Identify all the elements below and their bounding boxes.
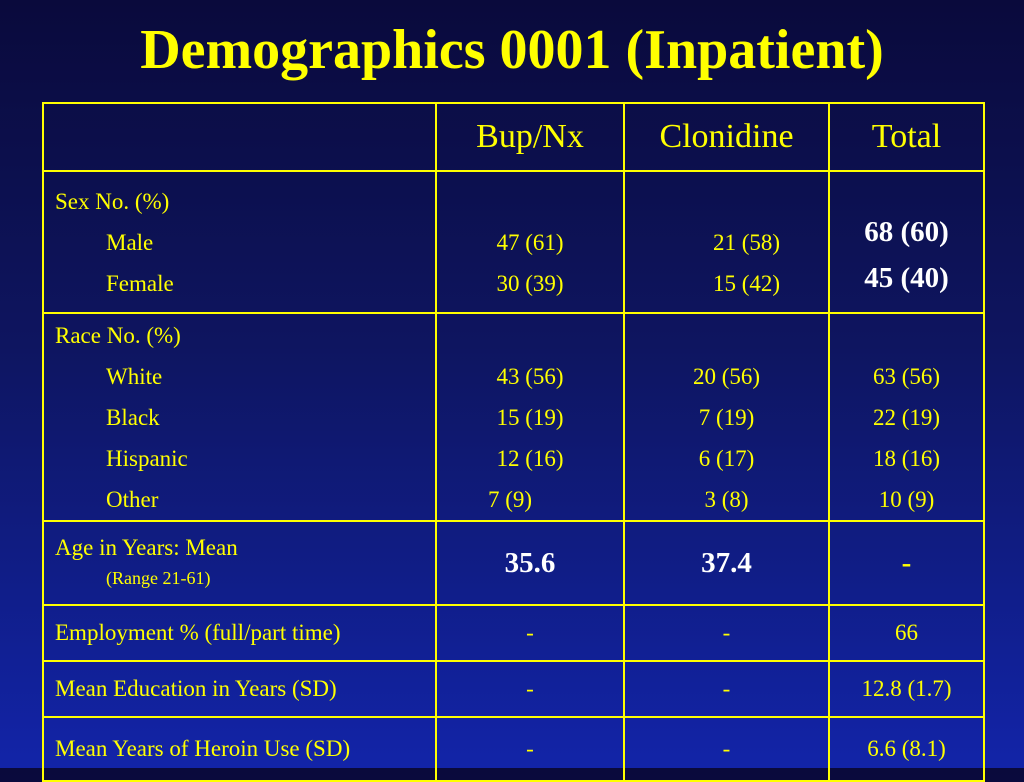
sex-female-total: 45 (40) [864,262,949,294]
header-bup-nx: Bup/Nx [436,103,624,171]
race-clon-cell [624,313,829,521]
sex-male-total: 68 (60) [864,216,949,248]
race-black-label: Black [106,404,160,430]
education-bup: - [436,661,624,717]
slide-title: Demographics 0001 (Inpatient) [140,19,884,81]
heroin-label: Mean Years of Heroin Use (SD) [43,717,436,781]
demographics-table [42,102,985,782]
race-hispanic-clon: 6 (17) [698,445,755,471]
heroin-total: 6.6 (8.1) [829,717,984,781]
race-black-total: 22 (19) [872,404,941,430]
race-other-clon: 3 (8) [704,486,749,512]
age-label-cell [43,521,436,605]
heroin-bup: - [436,717,624,781]
header-clonidine: Clonidine [624,103,829,171]
race-hispanic-label: Hispanic [106,445,188,471]
header-blank [43,103,436,171]
education-clon: - [624,661,829,717]
race-white-clon: 20 (56) [692,363,761,389]
employment-label: Employment % (full/part time) [43,605,436,661]
race-hispanic-total: 18 (16) [872,445,941,471]
table-row-education [43,661,984,717]
race-other-label: Other [106,486,159,512]
age-total: - [829,521,984,605]
sex-clon-cell [624,171,829,313]
sex-male-bup: 47 (61) [496,229,564,255]
age-clon: 37.4 [624,521,829,605]
sex-label-cell [43,171,436,313]
race-label-cell [43,313,436,521]
race-heading: Race No. (%) [55,322,181,348]
table-row-sex [43,171,984,313]
education-label: Mean Education in Years (SD) [43,661,436,717]
race-other-bup: 7 (9) [487,486,533,512]
race-white-label: White [106,363,163,389]
employment-bup: - [436,605,624,661]
sex-heading: Sex No. (%) [55,188,170,214]
race-bup-cell [436,313,624,521]
heroin-clon: - [624,717,829,781]
table-row-race [43,313,984,521]
sex-bup-cell [436,171,624,313]
race-other-total: 10 (9) [878,486,935,512]
sex-female-clon: 15 (42) [712,270,781,296]
table-row-employment [43,605,984,661]
age-bup: 35.6 [436,521,624,605]
sex-female-label: Female [106,270,174,296]
table-row-age [43,521,984,605]
age-range: (Range 21-61) [106,568,211,588]
race-white-bup: 43 (56) [496,363,564,389]
sex-male-clon: 21 (58) [712,229,781,255]
sex-female-bup: 30 (39) [496,270,564,296]
age-heading: Age in Years: Mean [55,535,238,560]
race-white-total: 63 (56) [872,363,941,389]
race-hispanic-bup: 12 (16) [496,445,564,471]
table-row-heroin [43,717,984,781]
sex-total-cell [829,171,984,313]
sex-male-label: Male [106,229,154,255]
education-total: 12.8 (1.7) [829,661,984,717]
race-total-cell [829,313,984,521]
employment-clon: - [624,605,829,661]
table-header-row [43,103,984,171]
race-black-clon: 7 (19) [698,404,755,430]
employment-total: 66 [829,605,984,661]
race-black-bup: 15 (19) [496,404,564,430]
header-total: Total [829,103,984,171]
